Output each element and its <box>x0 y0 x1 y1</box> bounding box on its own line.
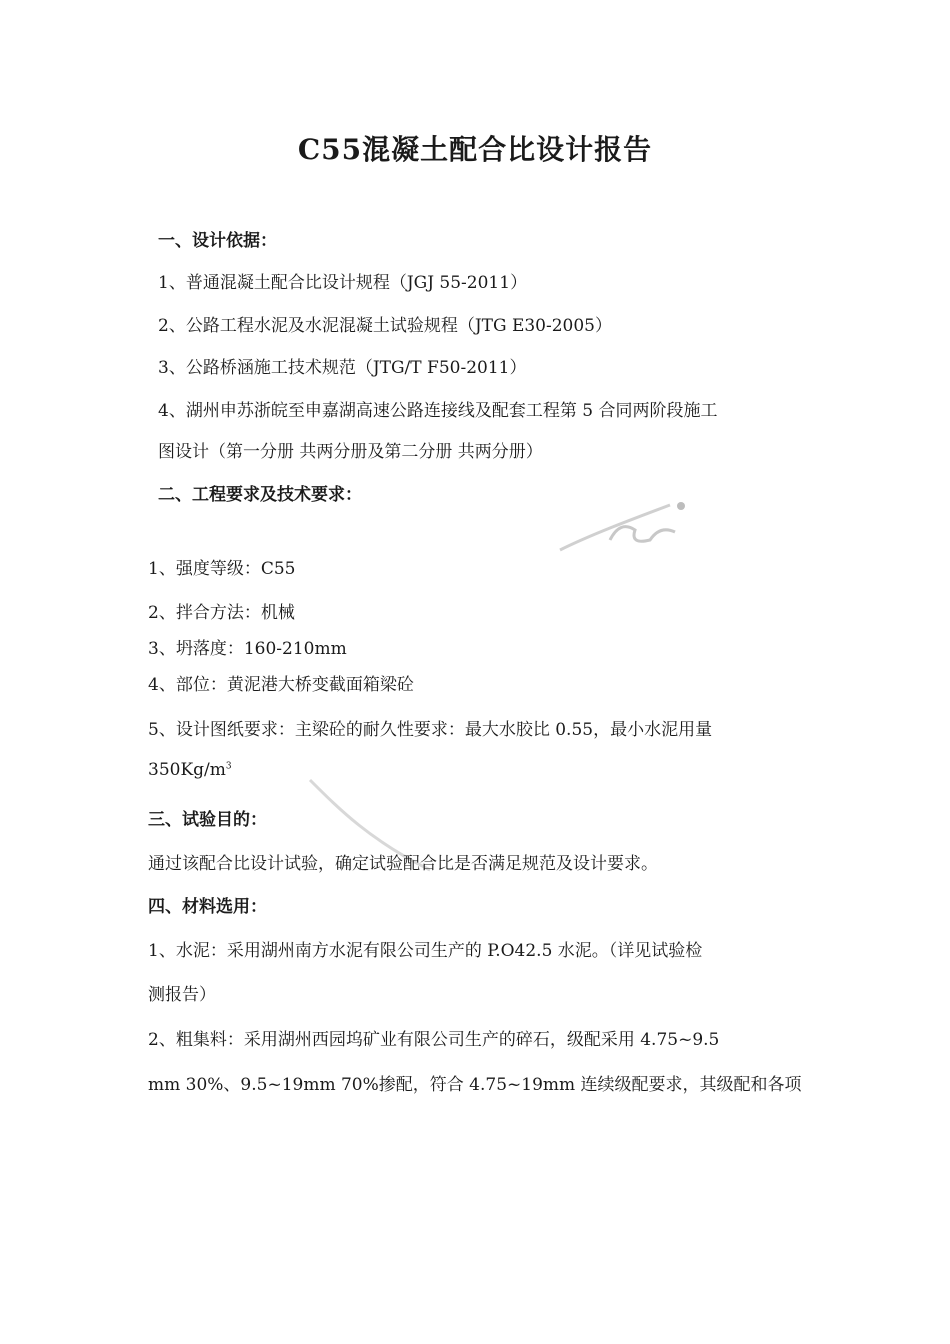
section-heading-purpose: 三、试验目的： <box>148 810 267 830</box>
requirement-item-2: 2、拌合方法：机械 <box>148 603 295 623</box>
material-item-2-continued: mm 30%、9.5~19mm 70%掺配，符合 4.75~19mm 连续级配要求，其级配和各项 <box>148 1075 802 1095</box>
unit-superscript: 3 <box>225 761 232 772</box>
requirement-item-4: 4、部位：黄泥港大桥变截面箱梁砼 <box>148 675 414 695</box>
section-heading-design-basis: 一、设计依据： <box>158 231 277 251</box>
requirement-item-5-continued <box>148 760 232 780</box>
design-basis-item-2: 2、公路工程水泥及水泥混凝土试验规程（JTG E30-2005） <box>158 316 613 336</box>
document-title: C55混凝土配合比设计报告 <box>297 133 653 166</box>
section-heading-materials: 四、材料选用： <box>148 897 267 917</box>
material-item-2: 2、粗集料：采用湖州西园坞矿业有限公司生产的碎石，级配采用 4.75~9.5 <box>148 1030 720 1050</box>
design-basis-item-1: 1、普通混凝土配合比设计规程（JGJ 55-2011） <box>158 273 528 293</box>
design-basis-item-4-continued: 图设计（第一分册 共两分册及第二分册 共两分册） <box>158 442 543 462</box>
section-heading-requirements: 二、工程要求及技术要求： <box>158 485 362 505</box>
material-item-1-continued: 测报告） <box>148 985 216 1005</box>
design-basis-item-4: 4、湖州申苏浙皖至申嘉湖高速公路连接线及配套工程第 5 合同两阶段施工 <box>158 401 718 421</box>
requirement-item-3: 3、坍落度：160-210mm <box>148 639 347 659</box>
purpose-text: 通过该配合比设计试验，确定试验配合比是否满足规范及设计要求。 <box>148 854 658 874</box>
cement-dosage-unit: 350Kg/m <box>148 760 226 780</box>
material-item-1: 1、水泥：采用湖州南方水泥有限公司生产的 P.O42.5 水泥。（详见试验检 <box>148 941 703 961</box>
requirement-item-5: 5、设计图纸要求：主梁砼的耐久性要求：最大水胶比 0.55，最小水泥用量 <box>148 720 713 740</box>
design-basis-item-3: 3、公路桥涵施工技术规范（JTG/T F50-2011） <box>158 358 527 378</box>
requirement-item-1: 1、强度等级：C55 <box>148 559 296 579</box>
